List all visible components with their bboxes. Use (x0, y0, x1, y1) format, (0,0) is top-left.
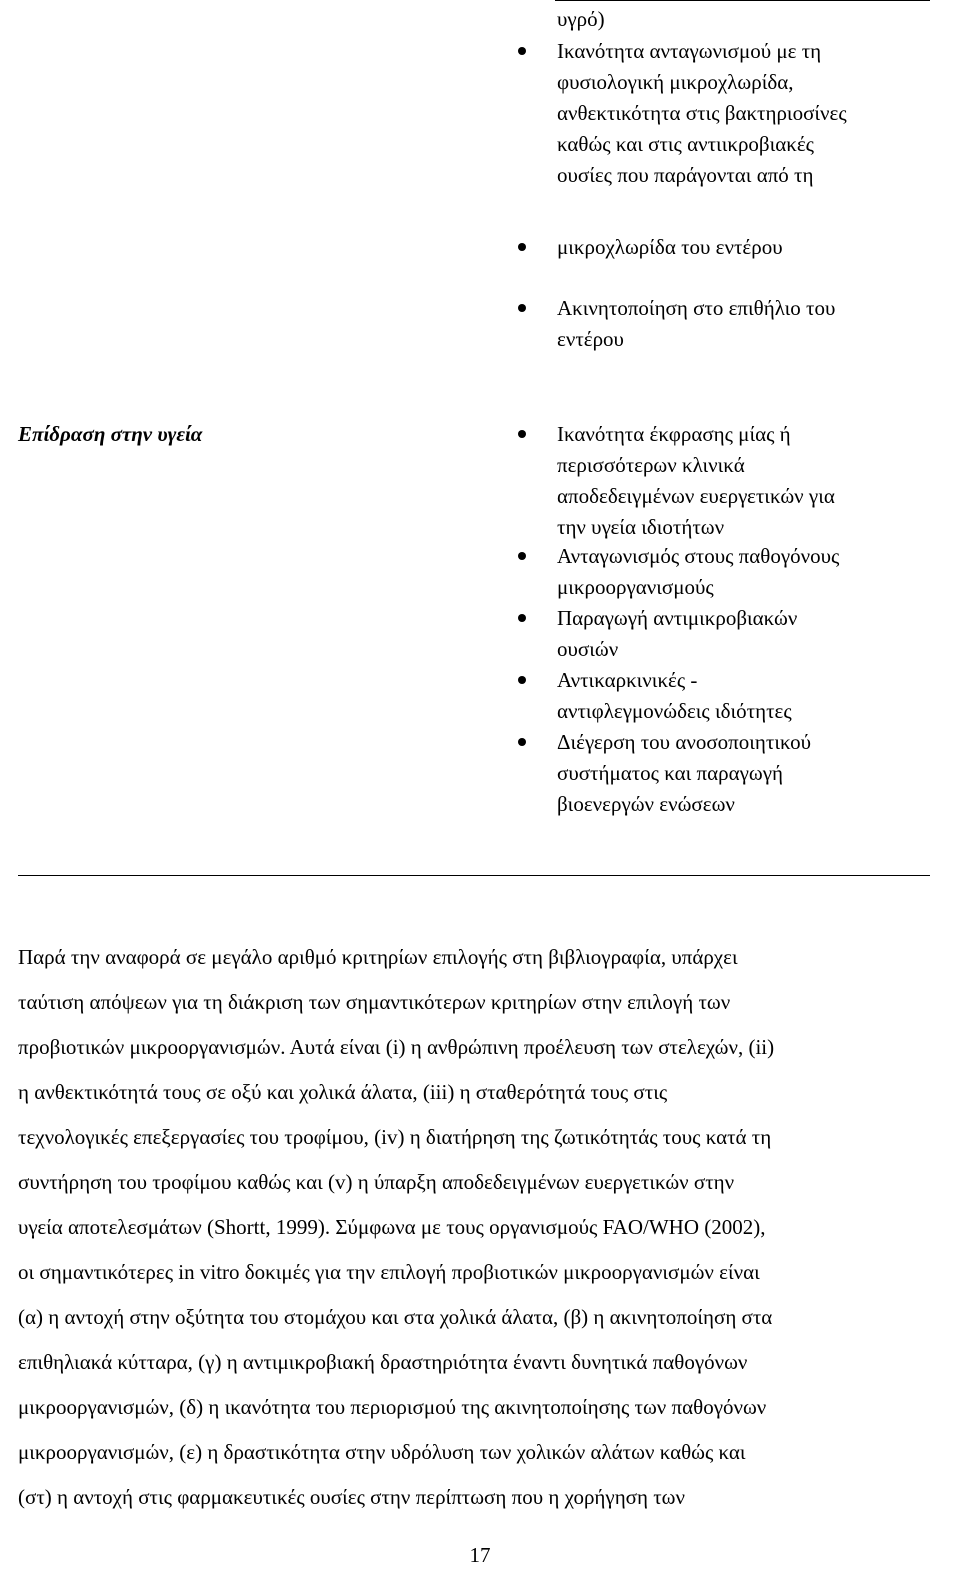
bullet-icon (518, 243, 526, 251)
page-number: 17 (469, 1543, 491, 1567)
list-item-line: καθώς και στις αντιικροβιακές (557, 132, 814, 156)
continued-cell-text: υγρό) (557, 7, 605, 31)
paragraph-line: συντήρηση του τροφίμου καθώς και (v) η ύπαρξη αποδεδειγμένων ευεργετικών στην (18, 1170, 735, 1194)
list-item-line: Παραγωγή αντιμικροβιακών (557, 606, 798, 630)
list-item-line: μικροοργανισμούς (557, 575, 714, 599)
paragraph-line: προβιοτικών μικροοργανισμών. Αυτά είναι (i) η ανθρώπινη προέλευση των στελεχών, (ii) (18, 1035, 775, 1059)
paragraph-line: ταύτιση απόψεων για τη διάκριση των σημαντικότερων κριτηρίων στην επιλογή των (18, 990, 731, 1014)
list-item-line: περισσότερων κλινικά (557, 453, 745, 477)
list-item-line: ουσιών (557, 637, 619, 661)
list-item-line: αντιφλεγμονώδεις ιδιότητες (557, 699, 792, 723)
list-item-line: εντέρου (557, 327, 624, 351)
paragraph-line: (στ) η αντοχή στις φαρμακευτικές ουσίες στην περίπτωση που η χορήγηση των (18, 1485, 685, 1509)
bullet-icon (518, 304, 526, 312)
paragraph-line: η ανθεκτικότητά τους σε οξύ και χολικά άλατα, (iii) η σταθερότητά τους στις (18, 1080, 668, 1104)
list-item-line: Αντικαρκινικές - (557, 668, 698, 692)
health-row-label: Επίδραση στην υγεία (18, 422, 203, 446)
list-item-line: Ανταγωνισμός στους παθογόνους (557, 544, 840, 568)
paragraph-line: μικροοργανισμών, (δ) η ικανότητα του περιορισμού της ακινητοποίησης των παθογόνων (18, 1395, 767, 1419)
paragraph-line: οι σημαντικότερες in vitro δοκιμές για την επιλογή προβιοτικών μικροοργανισμών είναι (18, 1260, 760, 1284)
paragraph-line: Παρά την αναφορά σε μεγάλο αριθμό κριτηρίων επιλογής στη βιβλιογραφία, υπάρχει (18, 945, 738, 969)
list-item-line: Ακινητοποίηση στο επιθήλιο του (557, 296, 836, 320)
list-item-line: αποδεδειγμένων ευεργετικών για (557, 484, 835, 508)
list-item-line: βιοενεργών ενώσεων (557, 792, 735, 816)
list-item-line: Ικανότητα έκφρασης μίας ή (557, 422, 791, 446)
paragraph-line: επιθηλιακά κύτταρα, (γ) η αντιμικροβιακή δραστηριότητα έναντι δυνητικά παθογόνων (18, 1350, 748, 1374)
paragraph-line: υγεία αποτελεσμάτων (Shortt, 1999). Σύμφωνα με τους οργανισμούς FAO/WHO (2002), (18, 1215, 766, 1239)
list-item-line: την υγεία ιδιοτήτων (557, 515, 725, 539)
bullet-icon (518, 738, 526, 746)
list-item-line: συστήματος και παραγωγή (557, 761, 783, 785)
bullet-icon (518, 552, 526, 560)
list-item-line: φυσιολογική μικροχλωρίδα, (557, 70, 794, 94)
bullet-icon (518, 47, 526, 55)
table-top-border (555, 0, 930, 1)
paragraph-line: (α) η αντοχή στην οξύτητα του στομάχου και στα χολικά άλατα, (β) η ακινητοποίηση στα (18, 1305, 773, 1329)
bullet-icon (518, 614, 526, 622)
bullet-icon (518, 430, 526, 438)
list-item-line: μικροχλωρίδα του εντέρου (557, 235, 783, 259)
list-item-line: Ικανότητα ανταγωνισμού με τη (557, 39, 822, 63)
list-item-line: Διέγερση του ανοσοποιητικού (557, 730, 811, 754)
list-item-line: ανθεκτικότητα στις βακτηριοσίνες (557, 101, 847, 125)
bullet-icon (518, 676, 526, 684)
table-bottom-border (18, 875, 930, 876)
paragraph-line: τεχνολογικές επεξεργασίες του τροφίμου, (iv) η διατήρηση της ζωτικότητάς τους κατά τη (18, 1125, 772, 1149)
list-item-line: ουσίες που παράγονται από τη (557, 163, 814, 187)
paragraph-line: μικροοργανισμών, (ε) η δραστικότητα στην υδρόλυση των χολικών αλάτων καθώς και (18, 1440, 746, 1464)
